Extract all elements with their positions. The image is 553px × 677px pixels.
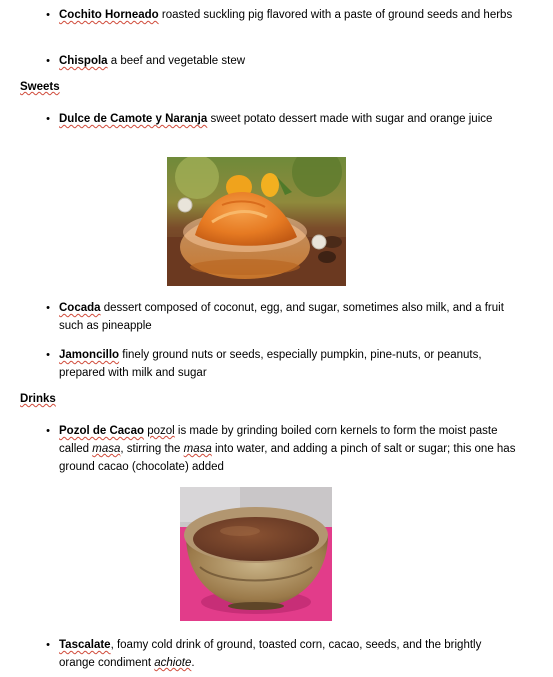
list-item-dulce [38, 110, 518, 128]
term-cochito: Cochito Horneado [59, 9, 159, 21]
desc-pozol-1: pozol [147, 425, 175, 437]
heading-sweets: Sweets [20, 81, 60, 93]
bullet: • [46, 55, 50, 67]
desc-cocada: dessert composed of coconut, egg, and sugar, sometimes also milk, and a fruit such as pineapple [59, 302, 504, 332]
list-item-cochito [38, 6, 518, 24]
desc-pozol-5: masa [183, 443, 212, 455]
desc-pozol-6: into water, and adding a pinch of salt or sugar; this one has ground cacao (chocolate) added [59, 443, 516, 473]
desc-cochito: roasted suckling pig flavored with a paste of ground seeds and herbs [158, 9, 513, 21]
desc-pozol-3: masa [92, 443, 121, 455]
list-item-chispola [38, 52, 518, 70]
sweet-potato-dessert-photo [167, 157, 346, 286]
desc-chispola: a beef and vegetable stew [107, 55, 246, 67]
bullet: • [46, 425, 50, 437]
bullet: • [46, 349, 50, 361]
term-pozol: Pozol de Cacao [59, 425, 144, 437]
bullet: • [46, 302, 50, 314]
desc-tascalate-a: , foamy cold drink of ground, toasted corn, cacao, seeds, and the brightly orange condiment [59, 639, 482, 669]
list-item-pozol [38, 422, 518, 476]
term-tascalate: Tascalate [59, 639, 111, 651]
term-dulce: Dulce de Camote y Naranja [59, 113, 208, 125]
bullet: • [46, 639, 50, 651]
heading-drinks: Drinks [20, 393, 56, 405]
desc-tascalate-c: . [191, 657, 195, 669]
desc-dulce: sweet potato dessert made with sugar and orange juice [207, 113, 493, 125]
list-item-jamoncillo [38, 346, 518, 382]
desc-pozol-2: is made by grinding boiled corn kernels to form the moist paste called [59, 425, 498, 455]
desc-pozol-4: , stirring the [120, 443, 184, 455]
term-cocada: Cocada [59, 302, 101, 314]
bullet: • [46, 9, 50, 21]
term-chispola: Chispola [59, 55, 108, 67]
term-jamoncillo: Jamoncillo [59, 349, 120, 361]
list-item-cocada [38, 299, 518, 335]
desc-tascalate-b: achiote [154, 657, 192, 669]
list-item-tascalate [38, 636, 518, 672]
bullet: • [46, 113, 50, 125]
desc-jamoncillo: finely ground nuts or seeds, especially pumpkin, pine-nuts, or peanuts, prepared with milk and sugar [59, 349, 482, 379]
cacao-drink-bowl-photo [180, 487, 332, 621]
